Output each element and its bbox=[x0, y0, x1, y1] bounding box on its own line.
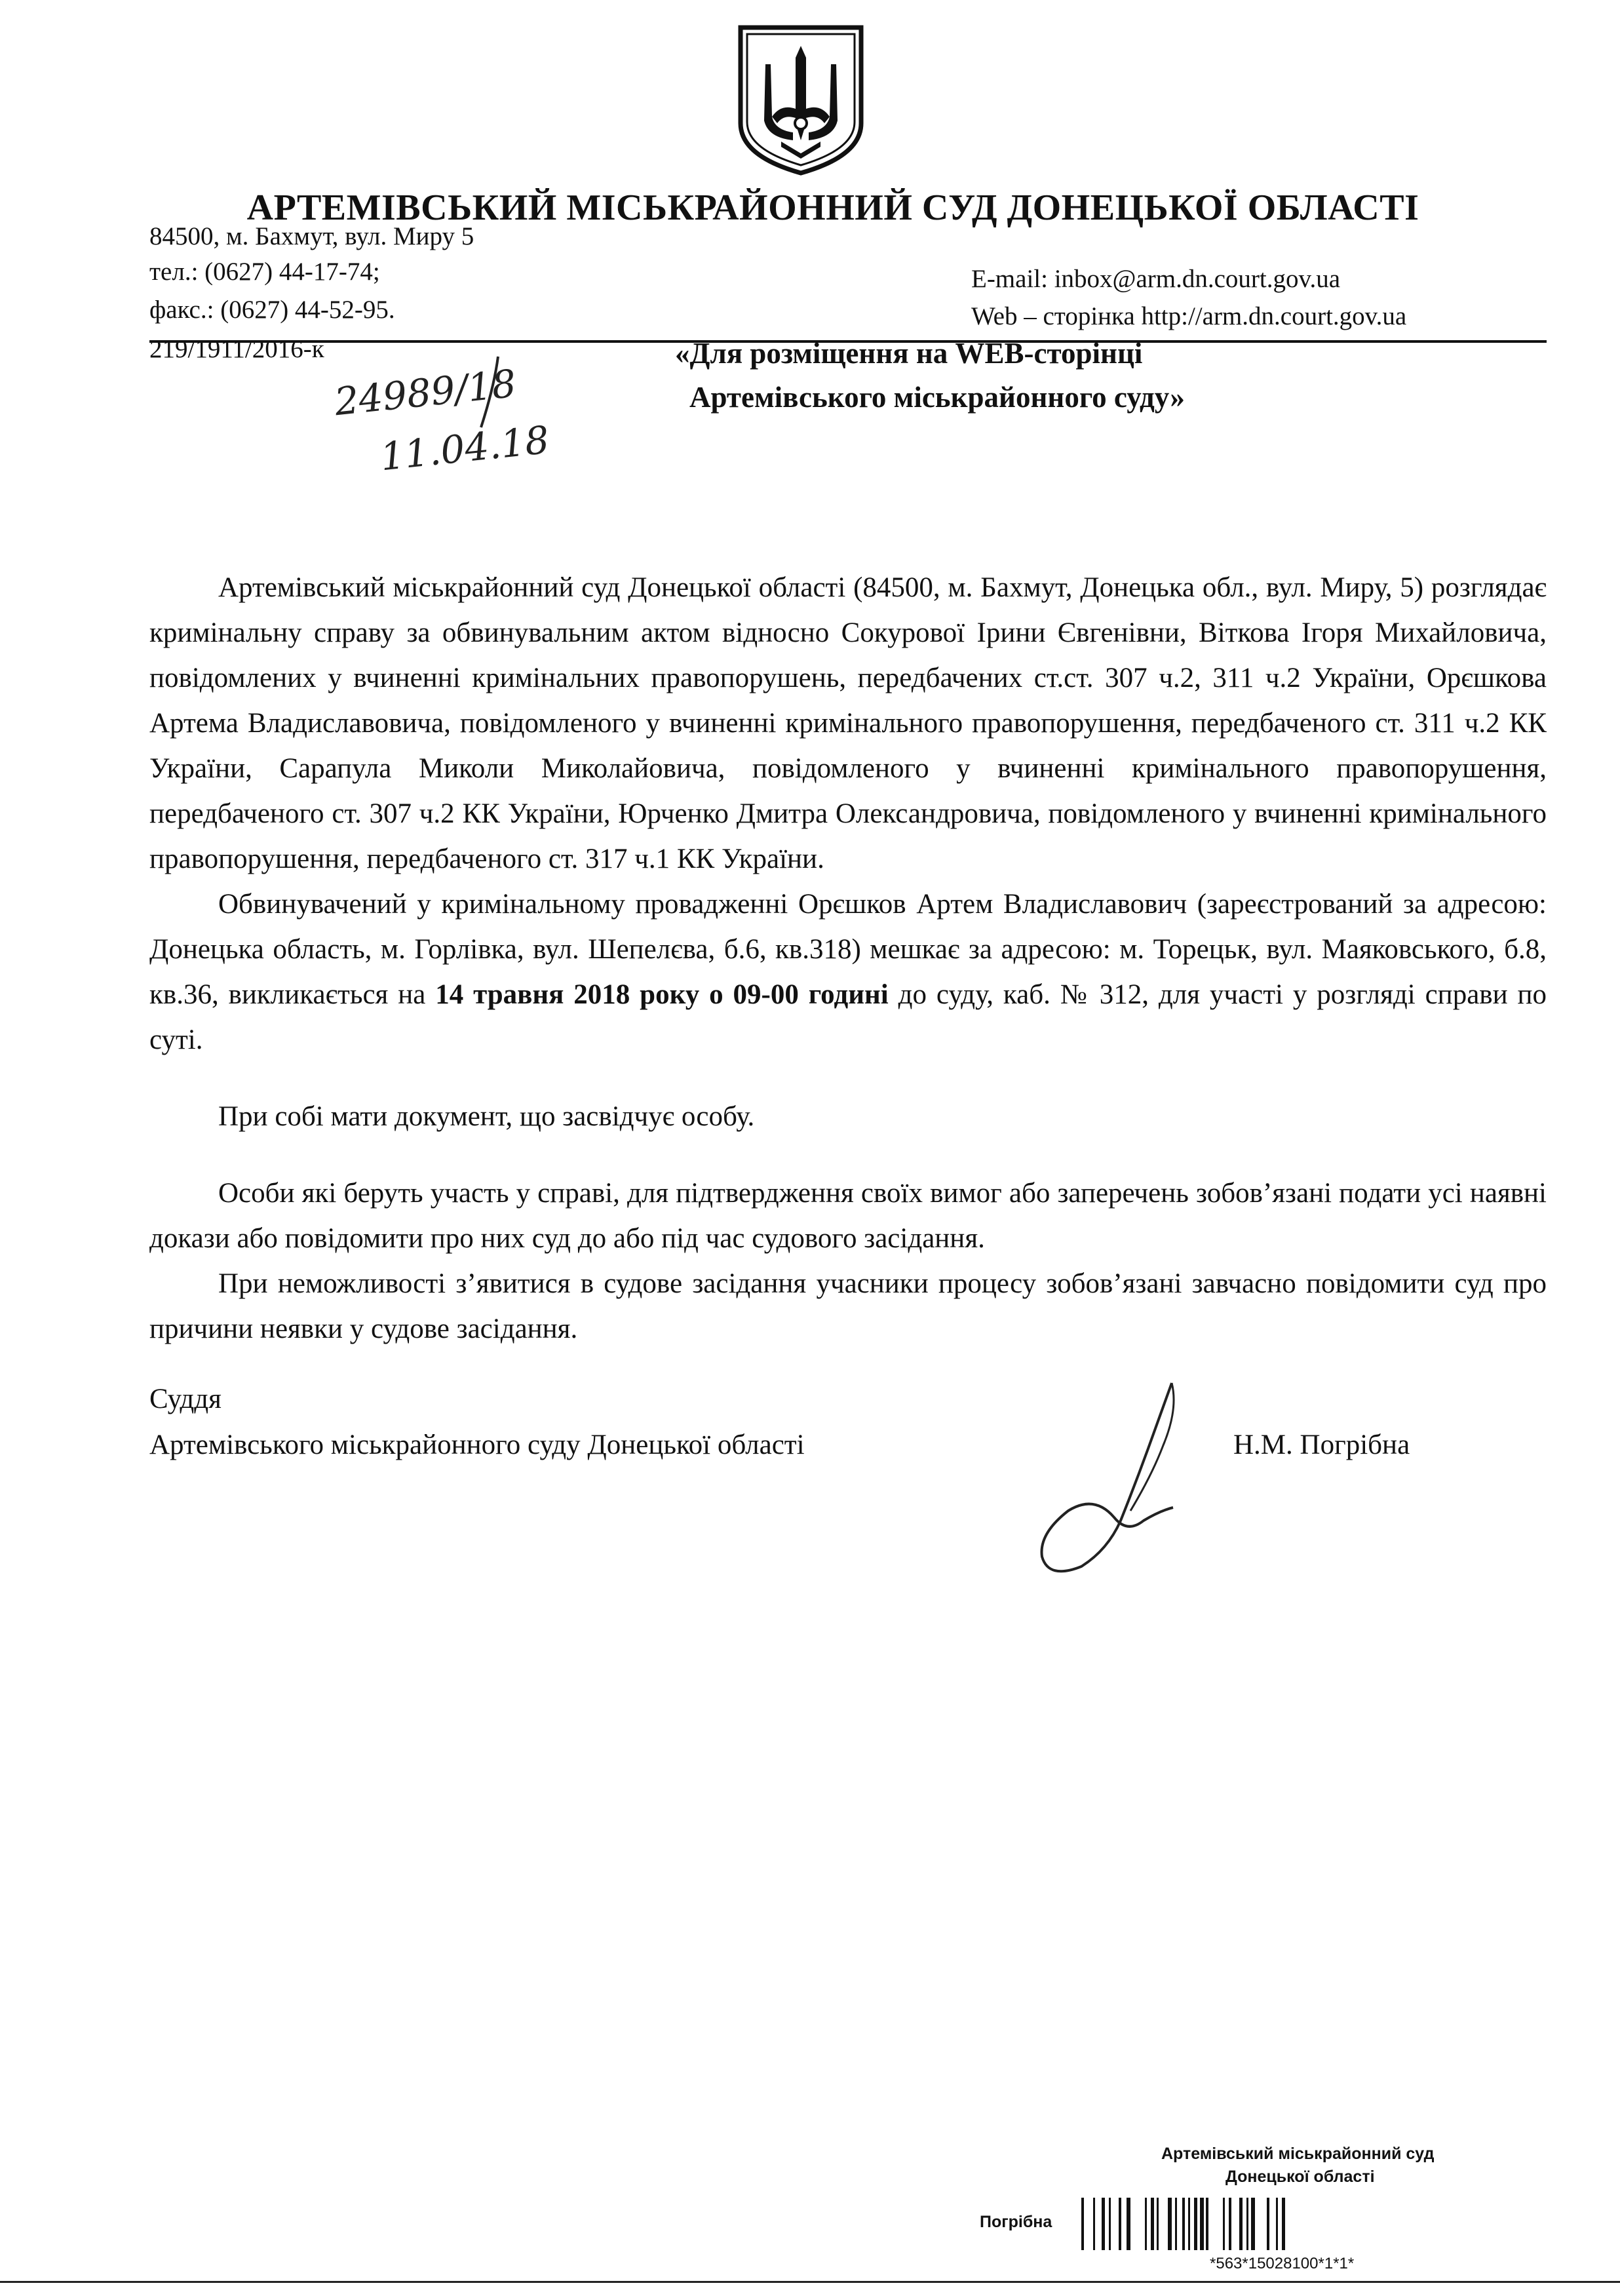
coat-of-arms-emblem bbox=[735, 25, 866, 176]
barcode-bar bbox=[1255, 2198, 1267, 2250]
barcode-bar bbox=[1208, 2198, 1223, 2250]
paragraph-evidence: Особи які беруть участь у справі, для підтвердження своїх вимог або заперечень зобов’язані подати усі наявні докази або повідомити про них суд до або під час судового засідання. bbox=[149, 1178, 1547, 1254]
court-website: Web – сторінка http://arm.dn.court.gov.ua bbox=[971, 302, 1407, 330]
judge-name: Н.М. Погрібна bbox=[1233, 1430, 1410, 1460]
publication-note-line2: Артемівського міськрайонного суду» bbox=[689, 381, 1185, 414]
court-fax: факс.: (0627) 44-52-95. bbox=[149, 296, 395, 324]
paragraph-id-document: При собі мати документ, що засвідчує особу. bbox=[218, 1101, 755, 1132]
barcode-bar bbox=[1121, 2198, 1127, 2250]
barcode-bar bbox=[1177, 2198, 1182, 2250]
barcode-text: *563*15028100*1*1* bbox=[1210, 2255, 1355, 2272]
barcode-bar bbox=[1269, 2198, 1276, 2250]
handwritten-registration-number: 24989/18 bbox=[332, 360, 518, 425]
barcode-bar bbox=[1285, 2198, 1288, 2250]
handwritten-date: 11.04.18 bbox=[378, 417, 552, 480]
court-name-heading: АРТЕМІВСЬКИЙ МІСЬКРАЙОННИЙ СУД ДОНЕЦЬКОЇ ОБЛАСТІ bbox=[246, 187, 1419, 228]
signature-role: Суддя bbox=[149, 1384, 222, 1414]
stamp-court-line1: Артемівський міськрайонний суд bbox=[1161, 2145, 1435, 2163]
publication-note-line1: «Для розміщення на WEB-сторінці bbox=[675, 337, 1143, 370]
barcode-bar bbox=[1231, 2198, 1239, 2250]
barcode-bar bbox=[1130, 2198, 1145, 2250]
letter-body bbox=[149, 565, 1547, 1352]
document-barcode bbox=[1081, 2198, 1532, 2250]
case-number: 219/1911/2016-к bbox=[149, 335, 324, 363]
handwritten-stroke bbox=[472, 354, 511, 433]
court-address: 84500, м. Бахмут, вул. Миру 5 bbox=[149, 222, 474, 250]
stamp-judge: Погрібна bbox=[980, 2213, 1052, 2231]
page-bottom-edge bbox=[0, 2281, 1620, 2283]
paragraph-absence-notice: При неможливості з’явитися в судове засідання учасники процесу зобов’язані завчасно повідомити суд про причини неявки у судове засідання. bbox=[149, 1268, 1547, 1344]
court-phone: тел.: (0627) 44-17-74; bbox=[149, 258, 380, 286]
handwritten-signature bbox=[996, 1370, 1212, 1586]
signature-court: Артемівського міськрайонного суду Донецької області bbox=[149, 1430, 805, 1460]
barcode-bar bbox=[1159, 2198, 1168, 2250]
court-email: E-mail: inbox@arm.dn.court.gov.ua bbox=[971, 265, 1341, 293]
barcode-bar bbox=[1111, 2198, 1119, 2250]
barcode-bar bbox=[1084, 2198, 1093, 2250]
barcode-bar bbox=[1095, 2198, 1102, 2250]
hearing-datetime: 14 травня 2018 року о 09-00 годині bbox=[435, 979, 889, 1010]
paragraph-case-description: Артемівський міськрайонний суд Донецької області (84500, м. Бахмут, Донецька обл., вул. Миру, 5) розглядає кримінальну справу за обвинувальним актом відносно Сокурової Ірини Євгенівни, Віткова Ігоря Михайловича, повідомлених у вчиненні кримінальних правопорушень, передбачених ст.ст. 307 ч.2, 311 ч.2 України, Орєшкова Артема Владиславовича, повідомленого у вчиненні кримінального правопорушення, передбаченого ст. 311 ч.2 КК України, Сарапула Миколи Миколайовича, повідомленого у вчиненні кримінального правопорушення, передбаченого ст. 307 ч.2 КК України, Юрченко Дмитра Олександровича, повідомленого у вчиненні кримінального правопорушення, передбаченого ст. 317 ч.1 КК України. bbox=[149, 572, 1547, 874]
stamp-court-line2: Донецької області bbox=[1225, 2168, 1375, 2186]
paragraph-summons: Обвинувачений у кримінальному провадженні Орєшков Артем Владиславович (зареєстрований за адресою: Донецька область, м. Горлівка, вул. Шепелєва, б.6, кв.318) мешкає за адресою: м. Торецьк, вул. Маяковського, б.8, кв.36, викликається на 14 травня 2018 року о 09-00 годині до суду, каб. № 312, для участі у розгляді справи по суті. bbox=[149, 889, 1547, 1055]
